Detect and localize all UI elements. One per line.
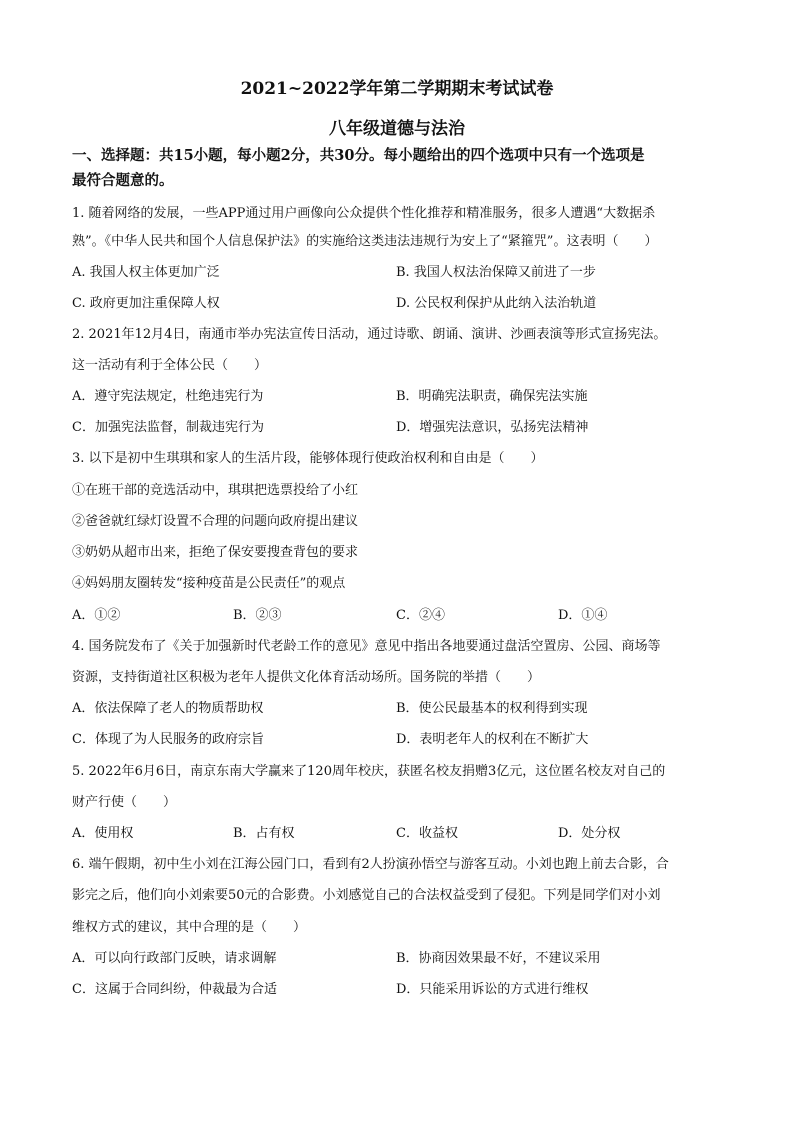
question-3-option-a: A．①② [72,608,121,623]
question-6-line-1: 6. 端午假期，初中生小刘在江海公园门口，看到有2人扮演孙悟空与游客互动。小刘也跑上前去合影，合 [72,857,669,872]
question-2-option-a: A．遵守宪法规定，杜绝违宪行为 [72,389,264,404]
question-1-option-d: D. 公民权利保护从此纳入法治轨道 [396,296,597,311]
question-4-option-b: B．使公民最基本的权利得到实现 [396,701,588,716]
exam-title: 2021~2022学年第二学期期末考试试卷 [240,79,554,99]
question-3-statement-3: ③奶奶从超市出来，拒绝了保安要搜查背包的要求 [72,545,359,560]
question-6-option-a: A．可以向行政部门反映，请求调解 [72,951,277,966]
question-3-option-c: C．②④ [396,608,445,623]
question-6-option-b: B．协商因效果最不好，不建议采用 [396,951,601,966]
question-4-line-2: 资源，支持街道社区积极为老年人提供文化体育活动场所。国务院的举措（ ） [72,670,541,685]
question-1-line-1: 1. 随着网络的发展，一些APP通过用户画像向公众提供个性化推荐和精准服务，很多人遭遇“大数据杀 [72,206,656,221]
question-5-option-d: D．处分权 [558,826,621,841]
question-3-statement-4: ④妈妈朋友圈转发“接种疫苗是公民责任”的观点 [72,576,346,591]
question-3-line-1: 3. 以下是初中生琪琪和家人的生活片段，能够体现行使政治权利和自由是（ ） [72,451,544,466]
question-2-option-b: B．明确宪法职责，确保宪法实施 [396,389,588,404]
question-4-line-1: 4. 国务院发布了《关于加强新时代老龄工作的意见》意见中指出各地要通过盘活空置房、公园、商场等 [72,639,661,654]
question-2-line-2: 这一活动有利于全体公民（ ） [72,358,268,373]
question-1-option-b: B. 我国人权法治保障又前进了一步 [396,265,596,280]
question-6-line-2: 影完之后，他们向小刘索要50元的合影费。小刘感觉自己的合法权益受到了侵犯。下列是同学们对小刘 [72,888,661,903]
question-3-statement-2: ②爸爸就红绿灯设置不合理的问题向政府提出建议 [72,514,359,529]
question-2-option-d: D．增强宪法意识，弘扬宪法精神 [396,420,589,435]
question-4-option-a: A．依法保障了老人的物质帮助权 [72,701,264,716]
question-6-option-d: D．只能采用诉讼的方式进行维权 [396,982,589,997]
question-6-option-c: C．这属于合同纠纷，仲裁最为合适 [72,982,277,997]
question-5-option-c: C．收益权 [396,826,458,841]
question-2-line-1: 2. 2021年12月4日，南通市举办宪法宣传日活动，通过诗歌、朗诵、演讲、沙画表演等形式宣扬宪法。 [72,327,667,342]
question-3-option-d: D．①④ [558,608,608,623]
question-4-option-d: D．表明老年人的权利在不断扩大 [396,732,589,747]
question-4-option-c: C．体现了为人民服务的政府宗旨 [72,732,264,747]
question-1-line-2: 熟”。《中华人民共和国个人信息保护法》的实施给这类违法违规行为安上了“紧箍咒”。这表明（ ） [72,234,658,249]
section-heading-line-2: 最符合题意的。 [72,172,174,189]
question-1-option-c: C. 政府更加注重保障人权 [72,296,220,311]
question-6-line-3: 维权方式的建议，其中合理的是（ ） [72,920,307,935]
section-heading-line-1: 一、选择题：共15小题，每小题2分，共30分。每小题给出的四个选项中只有一个选项是 [72,147,645,164]
question-5-option-a: A．使用权 [72,826,134,841]
exam-subtitle: 八年级道德与法治 [329,119,465,139]
question-5-option-b: B．占有权 [233,826,295,841]
question-3-option-b: B．②③ [233,608,282,623]
question-3-statement-1: ①在班干部的竞选活动中，琪琪把选票投给了小红 [72,483,359,498]
question-5-line-1: 5. 2022年6月6日，南京东南大学赢来了120周年校庆，获匿名校友捐赠3亿元，这位匿名校友对自己的 [72,764,666,779]
question-5-line-2: 财产行使（ ） [72,795,177,810]
question-1-option-a: A. 我国人权主体更加广泛 [72,265,220,280]
question-2-option-c: C．加强宪法监督，制裁违宪行为 [72,420,264,435]
